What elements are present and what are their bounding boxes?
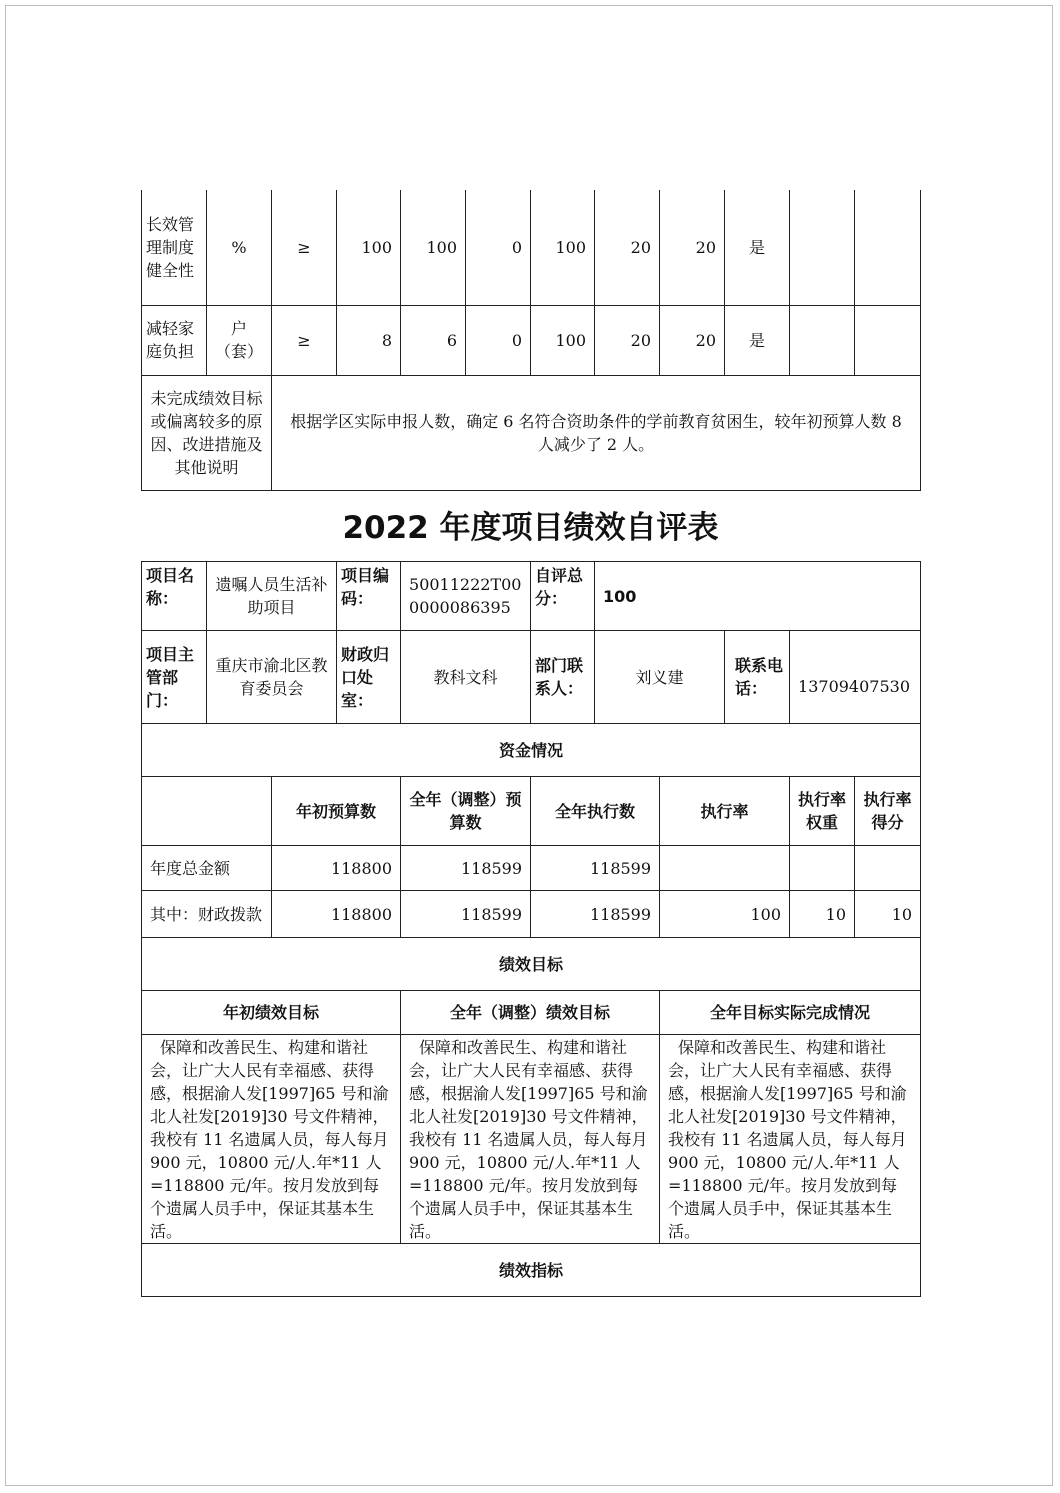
funds-section-title: 资金情况 [142, 724, 921, 777]
funds-section-row [142, 724, 921, 777]
indicator-row [142, 305, 921, 375]
indicator-done: 是 [725, 305, 790, 375]
funds-row-executed: 118599 [531, 846, 660, 891]
indicator-plan: 100 [337, 190, 401, 305]
department-label: 项目主管部门： [142, 631, 207, 724]
goal-text-adjusted: 保障和改善民生、构建和谐社会，让广大人民有幸福感、获得感，根据渝人发[1997]65 号和渝北人社发[2019]30 号文件精神，我校有 11 名遗属人员，每人每月 900 元，10800 元/人.年*11 人=118800 元/年。按月发放到每个遗属人员手中，保证其基本生活。 [401, 1035, 660, 1244]
project-name-value: 遗嘱人员生活补助项目 [207, 562, 337, 631]
goals-header-actual: 全年目标实际完成情况 [660, 991, 921, 1035]
self-evaluation-table [141, 561, 921, 1297]
indicator-score: 20 [660, 305, 725, 375]
indicator-score-weight: 20 [595, 305, 660, 375]
project-code-value: 50011222T000000086395 [401, 562, 531, 631]
funds-row-score [855, 846, 921, 891]
goals-header-row [142, 991, 921, 1035]
goals-text-row [142, 1035, 921, 1244]
indicator-score: 20 [660, 190, 725, 305]
funds-row-executed: 118599 [531, 891, 660, 938]
funds-row-adjusted: 118599 [401, 846, 531, 891]
project-code-label: 项目编码： [337, 562, 401, 631]
goals-header-initial: 年初绩效目标 [142, 991, 401, 1035]
department-value: 重庆市渝北区教育委员会 [207, 631, 337, 724]
funds-header-rate: 执行率 [660, 777, 790, 846]
funds-header-adjusted: 全年（调整）预算数 [401, 777, 531, 846]
goals-section-row [142, 938, 921, 991]
indicator-blank [790, 305, 855, 375]
indicator-target: 100 [401, 190, 466, 305]
contact-person-value: 刘义建 [595, 631, 725, 724]
indicator-weight: 0 [466, 305, 531, 375]
reason-row [142, 375, 921, 490]
indicator-target: 6 [401, 305, 466, 375]
funds-header-initial: 年初预算数 [272, 777, 401, 846]
funds-header-blank [142, 777, 272, 846]
funds-header-score: 执行率得分 [855, 777, 921, 846]
goal-text-actual: 保障和改善民生、构建和谐社会，让广大人民有幸福感、获得感，根据渝人发[1997]65 号和渝北人社发[2019]30 号文件精神，我校有 11 名遗属人员，每人每月 900 元，10800 元/人.年*11 人=118800 元/年。按月发放到每个遗属人员手中，保证其基本生活。 [660, 1035, 921, 1244]
department-info-row [142, 631, 921, 724]
indicator-blank [855, 190, 921, 305]
funds-row-score: 10 [855, 891, 921, 938]
indicator-blank [855, 305, 921, 375]
previous-indicator-table [141, 190, 921, 491]
contact-person-label: 部门联系人： [531, 631, 595, 724]
goal-text-initial: 保障和改善民生、构建和谐社会，让广大人民有幸福感、获得感，根据渝人发[1997]65 号和渝北人社发[2019]30 号文件精神，我校有 11 名遗属人员，每人每月 900 元，10800 元/人.年*11 人=118800 元/年。按月发放到每个遗属人员手中，保证其基本生活。 [142, 1035, 401, 1244]
indicator-operator: ≥ [272, 305, 337, 375]
indicator-weight: 0 [466, 190, 531, 305]
funds-row-initial: 118800 [272, 846, 401, 891]
indicator-actual: 100 [531, 305, 595, 375]
funds-header-weight: 执行率权重 [790, 777, 855, 846]
indicator-actual: 100 [531, 190, 595, 305]
indicator-row [142, 190, 921, 305]
indicators-section-title: 绩效指标 [142, 1244, 921, 1297]
finance-office-label: 财政归口处室： [337, 631, 401, 724]
indicators-section-row [142, 1244, 921, 1297]
reason-text: 根据学区实际申报人数，确定 6 名符合资助条件的学前教育贫困生，较年初预算人数 8 人减少了 2 人。 [272, 375, 921, 490]
funds-row-label: 其中：财政拨款 [142, 891, 272, 938]
indicator-name: 长效管理制度健全性 [142, 190, 207, 305]
funds-row-weight [790, 846, 855, 891]
self-score-label: 自评总分： [531, 562, 595, 631]
goals-section-title: 绩效目标 [142, 938, 921, 991]
indicator-plan: 8 [337, 305, 401, 375]
finance-office-value: 教科文科 [401, 631, 531, 724]
indicator-blank [790, 190, 855, 305]
indicator-done: 是 [725, 190, 790, 305]
funds-row-rate [660, 846, 790, 891]
project-info-row [142, 562, 921, 631]
reason-label: 未完成绩效目标或偏离较多的原因、改进措施及其他说明 [142, 375, 272, 490]
project-name-label: 项目名称： [142, 562, 207, 631]
funds-row-initial: 118800 [272, 891, 401, 938]
funds-row-adjusted: 118599 [401, 891, 531, 938]
funds-row [142, 891, 921, 938]
funds-row-rate: 100 [660, 891, 790, 938]
page-title: 2022 年度项目绩效自评表 [342, 510, 719, 546]
self-score-value: 100 [595, 562, 921, 631]
indicator-operator: ≥ [272, 190, 337, 305]
indicator-score-weight: 20 [595, 190, 660, 305]
phone-label: 联系电话： [725, 631, 790, 724]
funds-row [142, 846, 921, 891]
goals-header-adjusted: 全年（调整）绩效目标 [401, 991, 660, 1035]
funds-row-label: 年度总金额 [142, 846, 272, 891]
funds-header-executed: 全年执行数 [531, 777, 660, 846]
phone-value: 13709407530 [790, 631, 921, 724]
funds-header-row [142, 777, 921, 846]
indicator-unit: 户（套） [207, 305, 272, 375]
indicator-name: 减轻家庭负担 [142, 305, 207, 375]
indicator-unit: % [207, 190, 272, 305]
funds-row-weight: 10 [790, 891, 855, 938]
